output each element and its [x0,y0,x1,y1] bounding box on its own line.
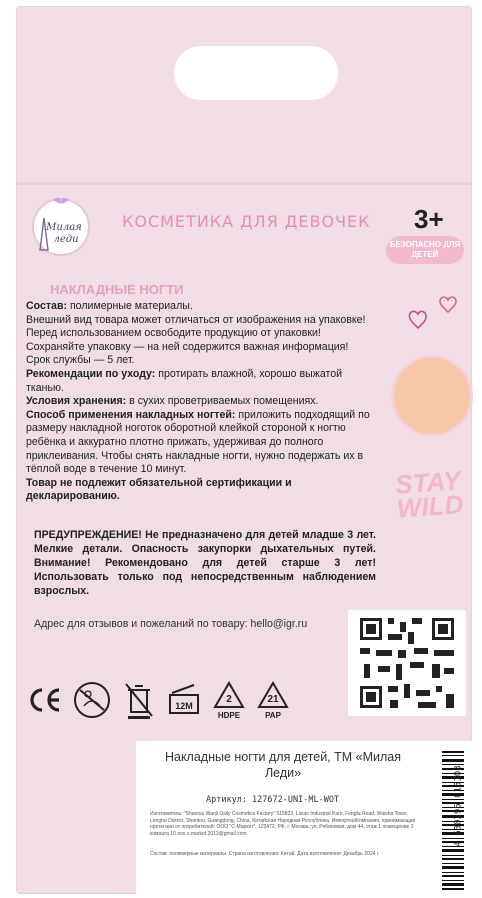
desc-line: Способ применения накладных ногтей: приложить подходящий по размеру накладной ноготок оборотной клейкой стороной к ногтю ребёнка и аккуратно плотно прижать, удерживая до полного приклеивания. Чтобы снять накладные ногти, нужно подержать их в тёплой воде в течение 10 минут. [26,408,370,476]
desc-line: Условия хранения: в сухих проветриваемых помещениях. [26,395,319,408]
stay-wild-text: STAY WILD [394,465,465,524]
nail-photo [394,358,470,434]
desc-line: Сохраняйте упаковку — на ней содержится важная информация! [26,340,349,353]
recycle-21-number: 21 [267,693,279,705]
not-for-food-icon [72,680,112,720]
recycle-2-number: 2 [226,693,232,705]
sticker-manufacturer: Изготовитель: "Shantou Wanli Daily Cosmetics Factory" 515823, Lixiao Industrial Park, Fengfa Road, Waisha Town, Longhu District, Shantou, Guangdong, China, Китайская Народная Республика. Импортер/Компания, принимающая претензии от потребителей: ООО "С-Маркет", 123472, РФ, г. Москва, ул. Рябиновая, дом 44, этаж 1 помещение 3 комната 10 ooo.s.market.2013@gmail.com [150,811,416,837]
recycle-2-label: HDPE [217,710,241,720]
age-label: 3+ [414,204,444,234]
sticker-composition: Состав: полимерные материалы. Страна изготовления: Китай. Дата изготовления: Декабрь 2024 г. [150,851,380,857]
desc-line: Товар не подлежит обязательной сертификации и декларированию. [26,476,292,503]
svg-text:Милая: Милая [46,222,82,233]
qr-code [348,610,466,716]
sticker-product-name: Накладные ногти для детей, ТМ «Милая Леди» [164,750,402,780]
desc-line: Состав: полимерные материалы. [26,300,193,312]
product-title: НАКЛАДНЫЕ НОГТИ [50,282,184,297]
hearts-icon [404,290,464,340]
desc-line: Внешний вид товара может отличаться от изображения на упаковке! [26,313,366,326]
recycle-2-icon [212,680,246,720]
shelf-life-label: 12M [175,701,193,711]
info-sticker [136,741,472,895]
safe-badge: БЕЗОПАСНО ДЛЯ ДЕТЕЙ [386,236,464,264]
sticker-article: Артикул: 127672-UNI-ML-WOT [206,795,340,805]
no-trash-bin-icon [122,680,156,720]
recycle-21-label: PAP [265,710,281,720]
svg-text:леди: леди [53,234,79,245]
desc-line: Перед использованием освободите продукцию от упаковки! [26,327,321,340]
barcode-number: 4 630395 015103 [453,765,464,847]
feedback-address: Адрес для отзывов и пожеланий по товару: hello@igr.ru [34,618,308,630]
fold-line [16,182,472,185]
desc-line: Рекомендации по уходу: протирать влажной, хорошо выжатой тканью. [26,367,343,394]
package-back [16,6,472,894]
ce-mark-icon [28,680,62,720]
desc-line: Срок службы — 5 лет. [26,354,135,367]
warning-text: ПРЕДУПРЕЖДЕНИЕ! Не предназначено для детей младше 3 лет. Мелкие детали. Опасность закупорки дыхательных путей. Внимание! Рекомендовано для детей старше 3 лет! Использовать только под непосредственным наблюдением взрослых. [34,529,376,597]
hang-hole [174,46,338,100]
brand-title: КОСМЕТИКА ДЛЯ ДЕВОЧЕК [122,212,371,231]
product-description [26,300,376,504]
certification-icons [28,676,290,724]
shelf-life-jar-icon [166,680,202,720]
recycle-21-icon [256,680,290,720]
brand-logo [26,190,96,260]
